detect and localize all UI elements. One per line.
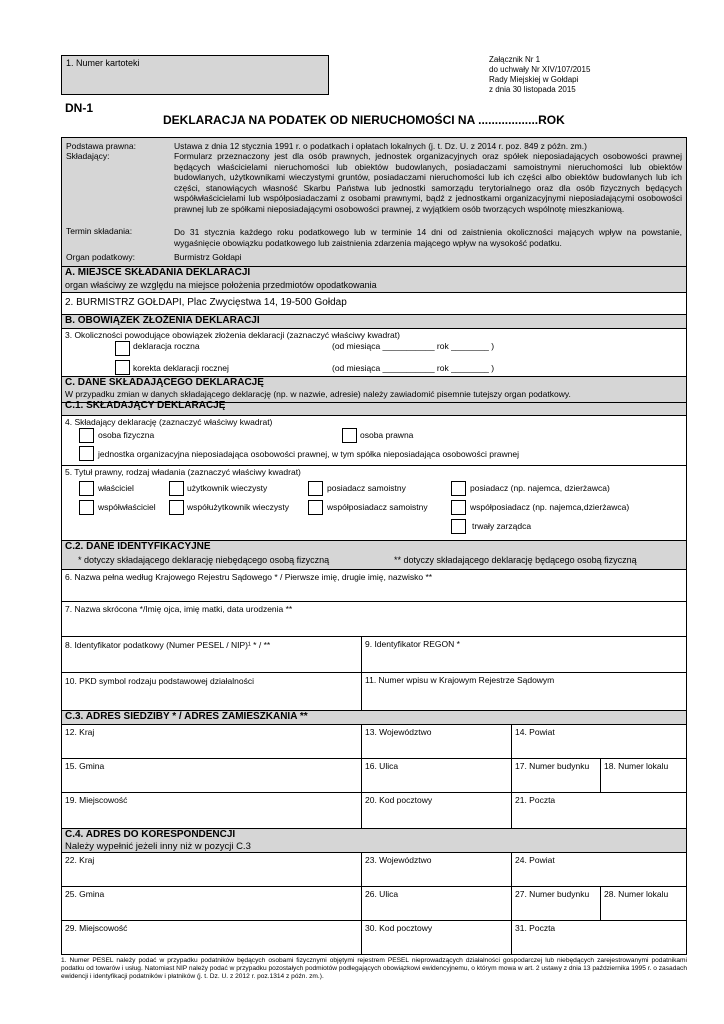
field-21-label: 21. Poczta [515, 795, 556, 805]
row-8-9 [62, 636, 686, 672]
section-b-title: B. OBOWIĄZEK ZŁOŻENIA DEKLARACJI [65, 315, 260, 326]
field-21[interactable] [511, 793, 686, 829]
field-6[interactable] [62, 569, 686, 601]
annex-line: z dnia 30 listopada 2015 [489, 85, 576, 94]
annex-line: Rady Miejskiej w Gołdapi [489, 75, 579, 84]
miejsce-text: 2. BURMISTRZ GOŁDAPI, Plac Zwycięstwa 14, 19-500 Gołdap [65, 297, 347, 308]
field-23-label: 23. Województwo [365, 855, 432, 865]
field-27-label: 27. Numer budynku [515, 889, 590, 899]
field-26[interactable] [361, 887, 511, 921]
checkbox-trwaly-zarzadca[interactable] [451, 519, 466, 534]
row-22-24 [62, 852, 686, 886]
field-24[interactable] [511, 853, 686, 887]
kartoteka-label: 1. Numer kartoteki [66, 58, 140, 68]
note-1: * dotyczy składającego deklarację niebędącego osobą fizyczną [78, 555, 330, 565]
field-19[interactable] [65, 795, 127, 805]
q4-label: 4. Składający deklarację (zaznaczyć właściwy kwadrat) [65, 417, 273, 427]
field-14-label: 14. Powiat [515, 727, 555, 737]
checkbox-posiadacz-samoistny[interactable] [308, 481, 323, 496]
opt-wspoluzytkownik: współużytkownik wieczysty [187, 502, 290, 512]
note-2: ** dotyczy składającego deklarację będącego osobą fizyczną [394, 555, 637, 565]
field-8[interactable] [65, 640, 270, 650]
checkbox-jednostka[interactable] [79, 446, 94, 461]
opt-korekta: korekta deklaracji rocznej [133, 363, 229, 373]
field-16[interactable] [361, 759, 511, 793]
checkbox-uzytkownik[interactable] [169, 481, 184, 496]
row-25-28 [62, 886, 686, 920]
section-c-sub: W przypadku zmian w danych składającego deklarację (np. w nazwie, adresie) należy zawiadomić pisemnie tutejszy organ podatkowy. [65, 389, 571, 399]
field-18-label: 18. Numer lokalu [604, 761, 669, 771]
field-16-label: 16. Ulica [365, 761, 399, 771]
opt-wspolwlasciciel: współwłaściciel [98, 502, 156, 512]
field-19-label: 19. Miejscowość [65, 795, 128, 805]
checkbox-osoba-prawna[interactable] [342, 428, 357, 443]
field-14[interactable] [511, 725, 686, 759]
opt-trwaly-zarzadca: trwały zarządca [472, 521, 532, 531]
opt-wlasciciel: właściciel [98, 483, 134, 493]
row-12-14 [62, 724, 686, 758]
section-c2-header [62, 541, 686, 569]
podstawa-text: Ustawa z dnia 12 stycznia 1991 r. o podatkach i opłatach lokalnych (j. t. Dz. U. z 2014 r. poz. 849 z późn. zm.) [174, 141, 587, 151]
termin-label: Termin składania: [66, 226, 133, 236]
field-17[interactable] [511, 759, 600, 793]
field-10[interactable] [65, 676, 254, 686]
field-30-label: 30. Kod pocztowy [365, 923, 433, 933]
checkbox-korekta[interactable] [115, 360, 130, 375]
field-28[interactable] [600, 887, 686, 921]
q4-block [62, 415, 686, 465]
section-c4-title: C.4. ADRES DO KORESPONDENCJI [65, 829, 236, 840]
organ-label: Organ podatkowy: [66, 252, 135, 262]
field-20-label: 20. Kod pocztowy [365, 795, 433, 805]
annex-line: do uchwały Nr XIV/107/2015 [489, 65, 591, 74]
section-b-body [62, 328, 686, 376]
field-11[interactable] [361, 673, 686, 711]
annex-note [489, 55, 590, 95]
section-c4-sub: Należy wypełnić jeżeli inny niż w pozycji C.3 [65, 841, 251, 852]
section-a-title: A. MIEJSCE SKŁADANIA DEKLARACJI [65, 267, 251, 278]
field-9-label: 9. Identyfikator REGON * [365, 639, 460, 649]
field-12-label: 12. Kraj [65, 727, 95, 737]
section-c3-header [62, 711, 686, 724]
footnote: 1. Numer PESEL należy podać w przypadku podatników będących osobami fizycznymi objętymi rejestrem PESEL nieprowadzących działalności gospodarczej lub niebędących zarejestrowanymi podatnikami podatku od towarów i usług. Natomiast NIP należy podać w przypadku pozostałych podmiotów podlegających obowiązkowi ewidencyjnemu, o którym mowa w art. 2 ustawy z dnia 13 października 1995 r. o zasadach ewidencji i identyfikacji podatników i płatników (j. t. Dz. U. z 2012 r. poz.1314 z późn. zm.). [61, 957, 687, 980]
annex-line: Załącznik Nr 1 [489, 55, 541, 64]
q3-label: 3. Okoliczności powodujące obowiązek złożenia deklaracji (zaznaczyć właściwy kwadrat) [65, 330, 400, 340]
opt-posiadacz-samoistny: posiadacz samoistny [327, 483, 406, 493]
checkbox-deklaracja-roczna[interactable] [115, 341, 130, 356]
field-7-label: 7. Nazwa skrócona */Imię ojca, imię matki, data urodzenia ** [65, 604, 293, 614]
opt-posiadacz-najemca: posiadacz (np. najemca, dzierżawca) [470, 483, 610, 493]
field-25[interactable] [65, 889, 104, 899]
checkbox-posiadacz-najemca[interactable] [451, 481, 466, 496]
field-18[interactable] [600, 759, 686, 793]
field-26-label: 26. Ulica [365, 889, 399, 899]
field-22-label: 22. Kraj [65, 855, 95, 865]
termin-text: Do 31 stycznia każdego roku podatkowego lub w terminie 14 dni od zaistnienia okoliczności mających wpływ na powstanie, wygaśnięcie obowiązku podatkowego lub zaistnienia zdarzenia mającego wpływ na wysokość podatku. [174, 227, 682, 248]
checkbox-osoba-fizyczna[interactable] [79, 428, 94, 443]
field-10-label: 10. PKD symbol rodzaju podstawowej działalności [65, 676, 254, 686]
section-a-header [62, 267, 686, 292]
section-c-title: C. DANE SKŁADAJĄCEGO DEKLARACJĘ [65, 377, 264, 388]
checkbox-wlasciciel[interactable] [79, 481, 94, 496]
section-c3-title: C.3. ADRES SIEDZIBY * / ADRES ZAMIESZKANIA ** [65, 711, 308, 722]
section-c1-title: C.1. SKŁADAJĄCY DEKLARACJĘ [65, 400, 226, 411]
opt-jednostka: jednostka organizacyjna nieposiadająca osobowości prawnej, w tym spółka nieposiadająca osobowości prawnej [98, 449, 519, 459]
page-title: DEKLARACJA NA PODATEK OD NIERUCHOMOŚCI NA ..................ROK [163, 113, 565, 127]
field-29[interactable] [65, 923, 127, 933]
podstawa-label: Podstawa prawna: [66, 141, 136, 151]
row-29-31 [62, 920, 686, 954]
field-27[interactable] [511, 887, 600, 921]
organ-text: Burmistrz Gołdapi [174, 252, 242, 262]
opt-osoba-fizyczna: osoba fizyczna [98, 430, 155, 440]
field-12[interactable] [65, 727, 94, 737]
field-11-label: 11. Numer wpisu w Krajowym Rejestrze Sądowym [365, 675, 555, 685]
field-20[interactable] [361, 793, 511, 829]
opt-wspolposiadacz-najemca: współposiadacz (np. najemca,dzierżawca) [470, 502, 630, 512]
row-10-11 [62, 672, 686, 710]
kartoteka-field[interactable] [61, 55, 329, 95]
field-7[interactable] [62, 601, 686, 636]
field-13[interactable] [361, 725, 511, 759]
skladajacy-text: Formularz przeznaczony jest dla osób prawnych, jednostek organizacyjnych oraz spółek nieposiadających osobowości prawnej będących właścicielami nieruchomości lub obiektów budowlanych, posiadaczami samoistnymi nieruchomości lub obiektów budowlanych, użytkownikami wieczystymi gruntów, posiadaczami nieruchomości lub ich części albo obiektów budowlanych lub ich części, stanowiących własność Skarbu Państwa lub jednostki samorządu terytorialnego oraz dla osób fizycznych będących współwłaścicielami lub współposiadaczami z osobami prawnymi, bądź z jednostkami organizacyjnymi nieposiadającymi osobowości prawnej lub ze spółkami nieposiadającymi osobowości prawnej, z wyjątkiem osób tworzących wspólnotę mieszkaniową. [174, 151, 682, 214]
section-a-sub: organ właściwy ze względu na miejsce położenia przedmiotów opodatkowania [65, 280, 377, 290]
opt-deklaracja-roczna: deklaracja roczna [133, 341, 200, 351]
opt-uzytkownik: użytkownik wieczysty [187, 483, 268, 493]
field-13-label: 13. Województwo [365, 727, 432, 737]
field-31-label: 31. Poczta [515, 923, 556, 933]
field-15[interactable] [65, 761, 104, 771]
field-15-label: 15. Gmina [65, 761, 105, 771]
od-miesiaca-1: (od miesiąca ___________ rok ________ ) [332, 341, 495, 351]
miejsce-field[interactable] [62, 292, 686, 314]
field-9[interactable] [361, 637, 686, 673]
q5-block [62, 465, 686, 540]
field-24-label: 24. Powiat [515, 855, 555, 865]
checkbox-wspolposiadacz-samoistny[interactable] [308, 500, 323, 515]
field-29-label: 29. Miejscowość [65, 923, 128, 933]
skladajacy-label: Składający: [66, 151, 110, 161]
field-22[interactable] [65, 855, 94, 865]
section-c2-title: C.2. DANE IDENTYFIKACYJNE [65, 541, 211, 552]
field-25-label: 25. Gmina [65, 889, 105, 899]
field-8-label: 8. Identyfikator podatkowy (Numer PESEL / NIP)¹ * / ** [65, 640, 271, 650]
field-17-label: 17. Numer budynku [515, 761, 590, 771]
field-31[interactable] [511, 921, 686, 955]
opt-wspolposiadacz-samoistny: współposiadacz samoistny [327, 502, 428, 512]
checkbox-wspoluzytkownik[interactable] [169, 500, 184, 515]
q5-label: 5. Tytuł prawny, rodzaj władania (zaznaczyć właściwy kwadrat) [65, 467, 301, 477]
section-b-header [62, 315, 686, 328]
od-miesiaca-2: (od miesiąca ___________ rok ________ ) [332, 363, 495, 373]
intro-section [62, 138, 686, 266]
field-30[interactable] [361, 921, 511, 955]
form-code: DN-1 [65, 101, 94, 115]
field-28-label: 28. Numer lokalu [604, 889, 669, 899]
field-23[interactable] [361, 853, 511, 887]
checkbox-wspolwlasciciel[interactable] [79, 500, 94, 515]
section-c4-header [62, 829, 686, 852]
row-15-18 [62, 758, 686, 792]
checkbox-wspolposiadacz-najemca[interactable] [451, 500, 466, 515]
row-19-21 [62, 792, 686, 828]
section-c-header [62, 377, 686, 415]
opt-osoba-prawna: osoba prawna [360, 430, 414, 440]
field-6-label: 6. Nazwa pełna według Krajowego Rejestru Sądowego * / Pierwsze imię, drugie imię, nazwisko ** [65, 572, 433, 582]
